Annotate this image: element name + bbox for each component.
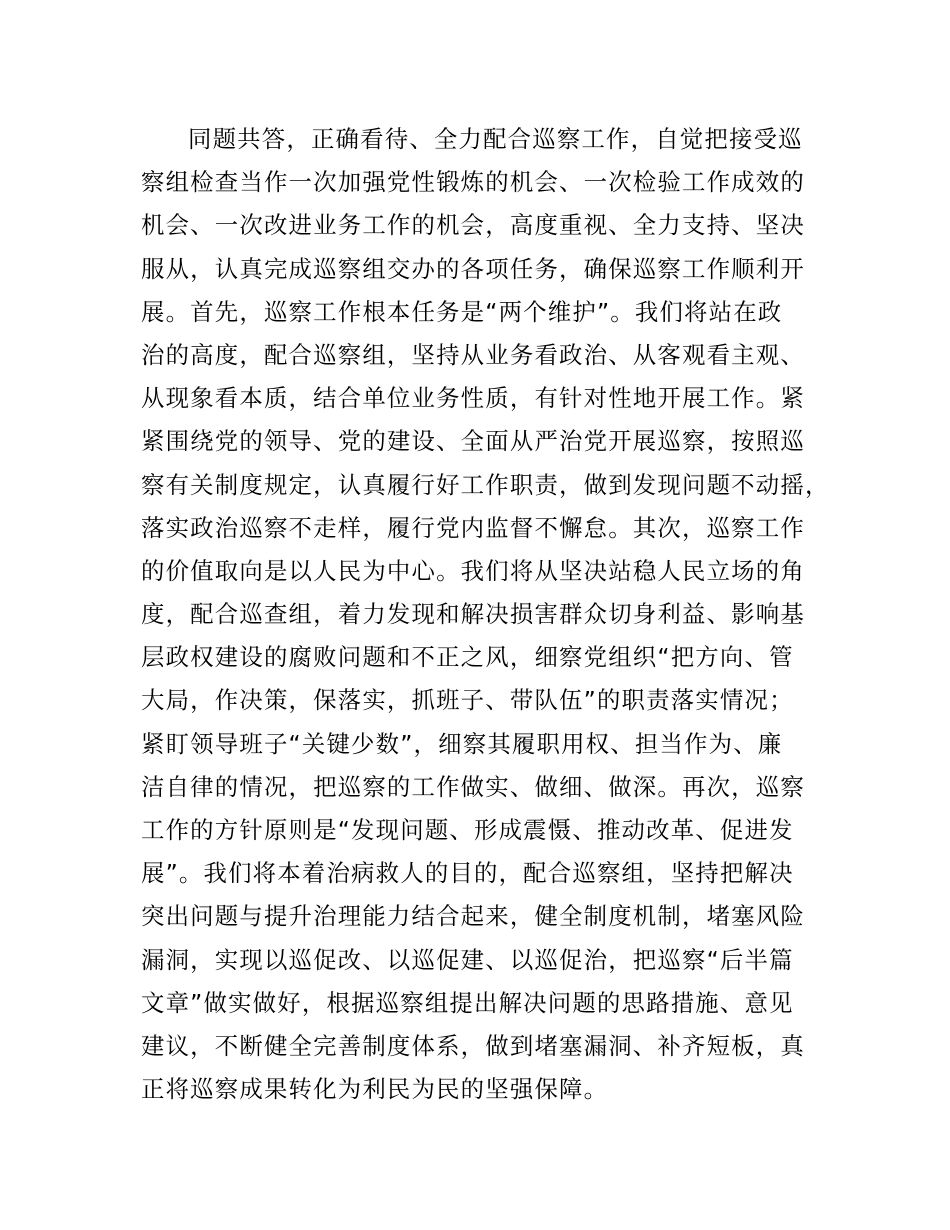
paragraph-line: 展。首先，巡察工作根本任务是“两个维护”。我们将站在政: [141, 297, 783, 326]
paragraph-line: 度，配合巡查组，着力发现和解决损害群众切身利益、影响基: [141, 600, 805, 629]
paragraph-line: 落实政治巡察不走样，履行党内监督不懈怠。其次，巡察工作: [141, 513, 805, 542]
paragraph-line: 大局，作决策，保落实，抓班子、带队伍”的职责落实情况；: [141, 686, 794, 715]
paragraph-line: 工作的方针原则是“发现问题、形成震慑、推动改革、促进发: [141, 816, 794, 844]
paragraph-line: 层政权建设的腐败问题和不正之风，细察党组织“把方向、管: [141, 643, 794, 672]
paragraph-line: 的价值取向是以人民为中心。我们将从坚决站稳人民立场的角: [141, 556, 805, 585]
paragraph-line: 洁自律的情况，把巡察的工作做实、做细、做深。再次，巡察: [141, 772, 805, 801]
paragraph-line: 机会、一次改进业务工作的机会，高度重视、全力支持、坚决: [141, 211, 805, 240]
paragraph-line: 展”。我们将本着治病救人的目的，配合巡察组，坚持把解决: [141, 859, 794, 888]
paragraph-line: 突出问题与提升治理能力结合起来，健全制度机制，堵塞风险: [141, 902, 805, 931]
paragraph-line: 治的高度，配合巡察组，坚持从业务看政治、从客观看主观、: [141, 340, 805, 369]
paragraph-line: 服从，认真完成巡察组交办的各项任务，确保巡察工作顺利开: [141, 254, 805, 283]
paragraph-line: 从现象看本质，结合单位业务性质，有针对性地开展工作。紧: [141, 384, 805, 413]
paragraph-line: 察有关制度规定，认真履行好工作职责，做到发现问题不动摇，: [141, 470, 830, 499]
paragraph-line: 漏洞，实现以巡促改、以巡促建、以巡促治，把巡察“后半篇: [141, 945, 794, 974]
paragraph-line: 同题共答，正确看待、全力配合巡察工作，自觉把接受巡: [188, 125, 803, 153]
paragraph-line: 紧围绕党的领导、党的建设、全面从严治党开展巡察，按照巡: [141, 427, 805, 456]
paragraph-line: 建议，不断健全完善制度体系，做到堵塞漏洞、补齐短板，真: [141, 1031, 805, 1060]
paragraph-line: 正将巡察成果转化为利民为民的坚强保障。: [141, 1075, 609, 1104]
body-paragraph: [141, 118, 831, 1111]
paragraph-line: 察组检查当作一次加强党性锻炼的机会、一次检验工作成效的: [141, 168, 805, 197]
paragraph-line: 文章”做实做好，根据巡察组提出解决问题的思路措施、意见: [141, 988, 794, 1017]
paragraph-line: 紧盯领导班子“关键少数”，细察其履职用权、担当作为、廉: [141, 729, 783, 758]
